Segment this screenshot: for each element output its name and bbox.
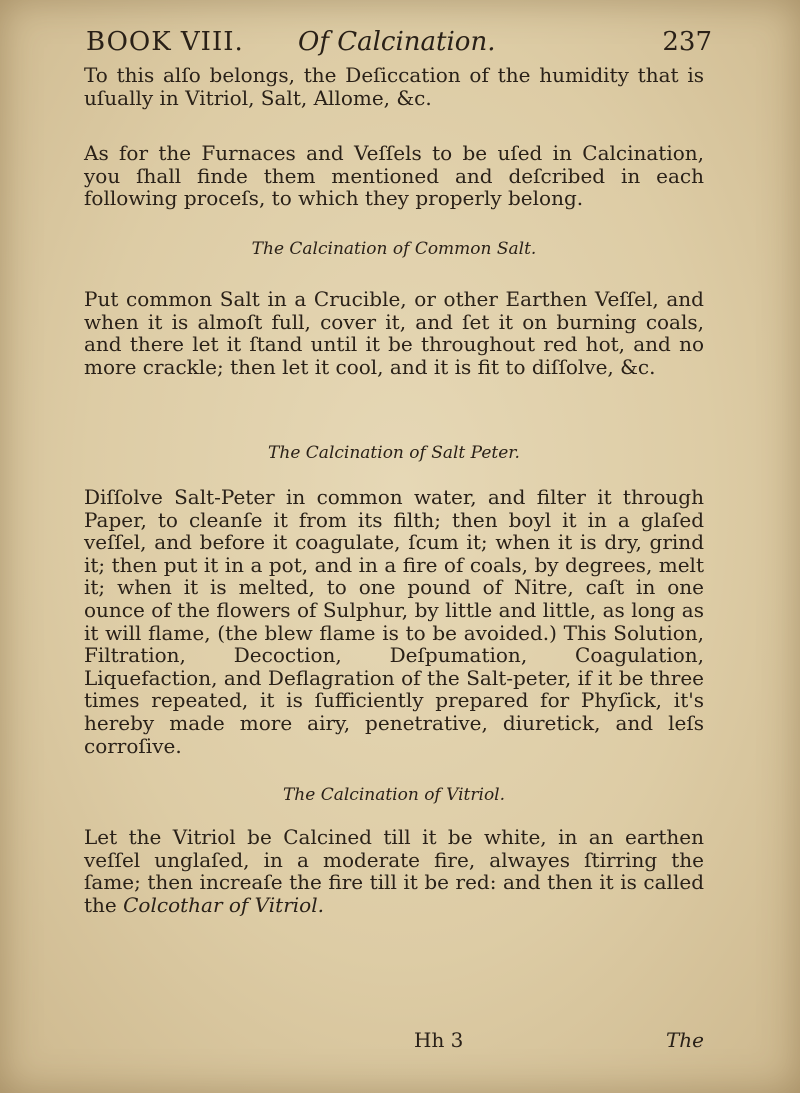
furnaces-text: As for the Furnaces and Veſſels to be uſed in Calcination, you ſhall finde them mentioned and deſcribed in each following proceſs, to which they properly belong. <box>84 141 704 211</box>
vitriol-text: Let the Vitriol be Calcined till it be white, in an earthen veſſel unglaſed, in a moderate fire, alwayes ſtirring the ſame; then increaſe the fire till it be red: and then it is called the <box>84 825 704 917</box>
common-salt-text: Put common Salt in a Crucible, or other Earthen Veſſel, and when it is almoſt full, cover it, and ſet it on burning coals, and there let it ſtand until it be throughout red hot, and no more crackle; then let it cool, and it is fit to diſſolve, &c. <box>84 287 704 379</box>
catchword: The <box>665 1028 704 1052</box>
vitriol-paragraph <box>84 826 704 916</box>
colcothar-term: Colcothar of Vitriol. <box>123 892 324 917</box>
vitriol-heading: The Calcination of Vitriol. <box>282 785 506 805</box>
signature-mark: Hh 3 <box>414 1028 464 1052</box>
page-number: 237 <box>662 27 712 57</box>
salt-peter-heading: The Calcination of Salt Peter. <box>268 443 520 463</box>
chapter-title: Of Calcination. <box>298 27 496 57</box>
salt-peter-paragraph <box>84 486 704 757</box>
furnaces-paragraph <box>84 142 704 210</box>
common-salt-paragraph <box>84 288 704 378</box>
book-number: BOOK VIII. <box>86 27 244 57</box>
common-salt-heading: The Calcination of Common Salt. <box>251 239 537 259</box>
intro-text: To this alſo belongs, the Deſiccation of the humidity that is uſually in Vitriol, Salt, Allome, &c. <box>84 63 704 110</box>
salt-peter-text: Diſſolve Salt-Peter in common water, and filter it through Paper, to cleanſe it from its filth; then boyl it in a glaſed veſſel, and before it coagulate, ſcum it; when it is dry, grind it; then put it in a pot, and in a fire of coals, by degrees, melt it; when it is melted, to one pound of Nitre, caſt in one ounce of the flowers of Sulphur, by little and little, as long as it will flame, (the blew flame is to be avoided.) This Solution, Filtration, Decoction, Deſpumation, Coagulation, Liquefaction, and Deflagration of the Salt-peter, if it be three times repeated, it is ſufficiently prepared for Phyſick, it's hereby made more airy, penetrative, diuretick, and leſs corroſive. <box>84 485 704 758</box>
intro-paragraph <box>84 64 704 109</box>
vitriol-text-block <box>84 826 704 916</box>
running-head <box>86 20 712 64</box>
page-footer <box>84 1026 704 1054</box>
